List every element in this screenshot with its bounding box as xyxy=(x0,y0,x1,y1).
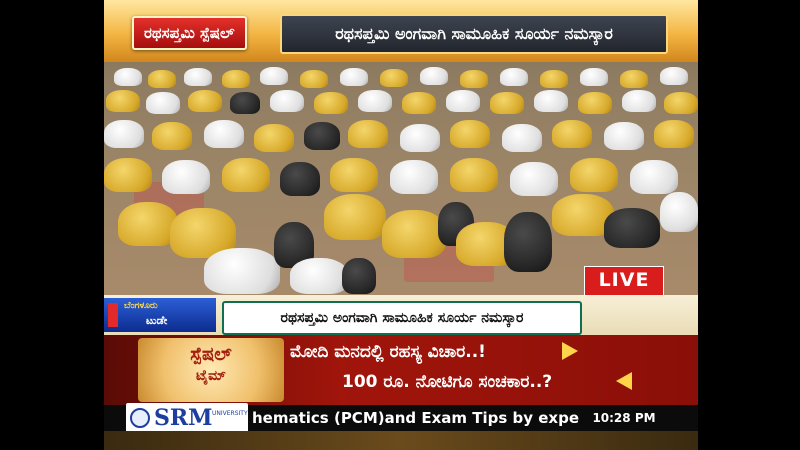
participant xyxy=(450,158,498,192)
ticker-text: hematics (PCM)and Exam Tips by expe xyxy=(252,409,580,427)
participant xyxy=(420,67,448,85)
participant xyxy=(290,258,348,294)
participant xyxy=(604,122,644,150)
participant xyxy=(162,160,210,194)
participant xyxy=(400,124,440,152)
participant xyxy=(304,122,340,150)
arrow-right-icon xyxy=(562,342,578,360)
participant xyxy=(204,120,244,148)
participant xyxy=(314,92,348,114)
participant xyxy=(184,68,212,86)
participant xyxy=(188,90,222,112)
top-headline: ರಥಸಪ್ತಮಿ ಅಂಗವಾಗಿ ಸಾಮೂಹಿಕ ಸೂರ್ಯ ನಮಸ್ಕಾರ xyxy=(280,14,668,54)
participant xyxy=(230,92,260,114)
participant xyxy=(114,68,142,86)
participant xyxy=(446,90,480,112)
participant xyxy=(342,258,376,294)
program-name-line2: ಟುಡೇ xyxy=(146,314,168,327)
video-frame xyxy=(104,0,698,450)
participant xyxy=(490,92,524,114)
participant xyxy=(280,162,320,196)
participant xyxy=(502,124,542,152)
participant xyxy=(106,90,140,112)
participant xyxy=(254,124,294,152)
participant xyxy=(146,92,180,114)
participant xyxy=(390,160,438,194)
participant xyxy=(330,158,378,192)
participant xyxy=(270,90,304,112)
participant xyxy=(540,70,568,88)
promo-line-1: ಮೋದಿ ಮನದಲ್ಲಿ ರಹಸ್ಯ ವಿಚಾರ..! xyxy=(290,342,486,362)
arrow-left-icon xyxy=(616,372,632,390)
participant xyxy=(660,67,688,85)
participant xyxy=(382,210,446,258)
participant xyxy=(222,70,250,88)
participant xyxy=(348,120,388,148)
participant xyxy=(104,120,144,148)
participant xyxy=(580,68,608,86)
participant xyxy=(604,208,660,248)
bottom-strip xyxy=(104,431,698,450)
participant xyxy=(104,158,152,192)
participant xyxy=(260,67,288,85)
special-tag: ರಥಸಪ್ತಮಿ ಸ್ಪೆಷಲ್ xyxy=(132,16,247,50)
participant xyxy=(570,158,618,192)
participant xyxy=(630,160,678,194)
participant xyxy=(620,70,648,88)
participant xyxy=(402,92,436,114)
participant xyxy=(622,90,656,112)
program-badge xyxy=(104,298,216,332)
participant xyxy=(500,68,528,86)
promo-subtitle: ಟೈಮ್ xyxy=(196,368,226,384)
participant xyxy=(450,120,490,148)
broadcast-clock: 10:28 PM xyxy=(592,411,656,425)
participant xyxy=(380,69,408,87)
participant xyxy=(578,92,612,114)
participant xyxy=(148,70,176,88)
participant xyxy=(324,194,386,240)
participant xyxy=(152,122,192,150)
participant xyxy=(358,90,392,112)
participant xyxy=(660,192,698,232)
sponsor-name: SRM xyxy=(154,405,213,431)
participant xyxy=(118,202,178,246)
participant xyxy=(222,158,270,192)
participant xyxy=(460,70,488,88)
participant xyxy=(504,212,552,272)
participant xyxy=(654,120,694,148)
participant xyxy=(510,162,558,196)
sponsor-emblem-icon xyxy=(130,408,150,428)
promo-title: ಸ್ಪೆಷಲ್ xyxy=(190,344,232,365)
promo-line-2: 100 ರೂ. ನೋಟಿಗೂ ಸಂಚಕಾರ..? xyxy=(342,372,553,392)
participant xyxy=(340,68,368,86)
sponsor-tag: UNIVERSITY xyxy=(212,410,248,417)
participant xyxy=(552,120,592,148)
program-name-line1: ಬೆಂಗಳೂರು xyxy=(124,301,158,311)
video-scene xyxy=(104,62,698,295)
logo-live-text: LIVE xyxy=(598,269,650,291)
participant xyxy=(204,248,280,294)
participant xyxy=(534,90,568,112)
sponsor-logo xyxy=(126,403,248,433)
participant xyxy=(300,70,328,88)
participant xyxy=(664,92,698,114)
program-badge-mark xyxy=(108,303,118,327)
lower-headline: ರಥಸಪ್ತಮಿ ಅಂಗವಾಗಿ ಸಾಮೂಹಿಕ ಸೂರ್ಯ ನಮಸ್ಕಾರ xyxy=(222,301,582,335)
